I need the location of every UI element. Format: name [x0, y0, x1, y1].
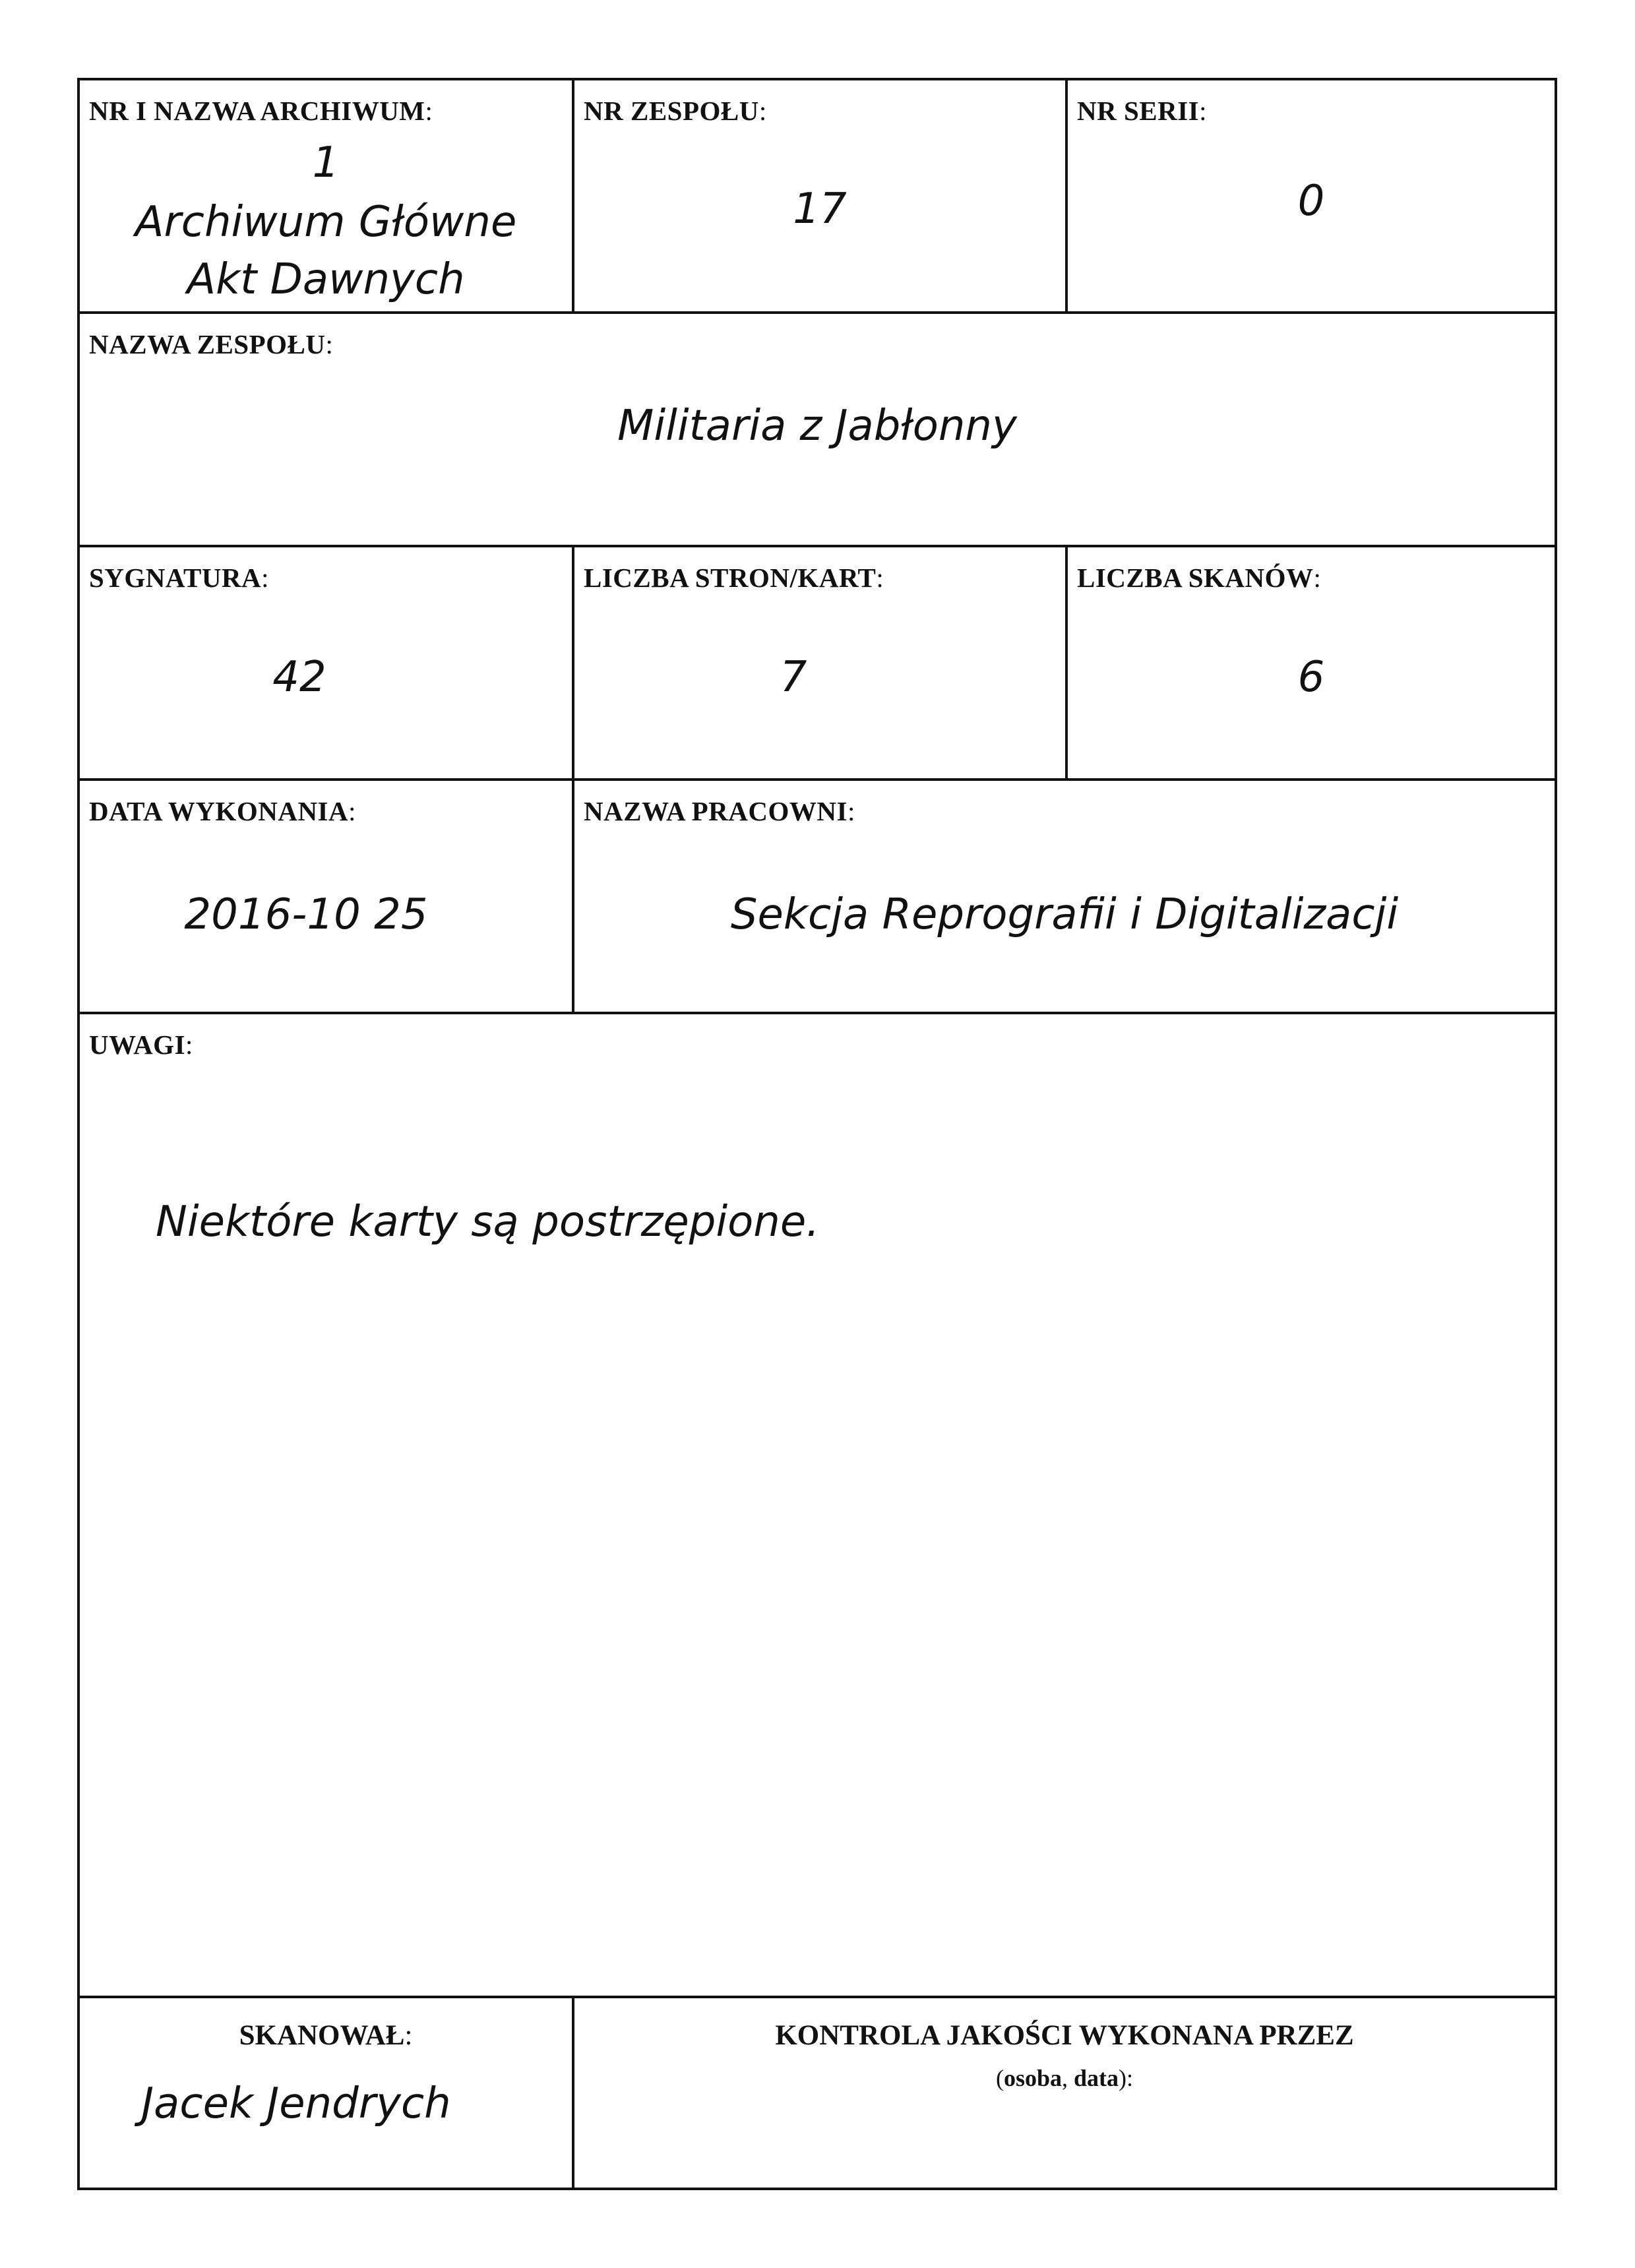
scan-count-label: LICZBA SKANÓW: [1077, 563, 1322, 593]
quality-control-label: KONTROLA JAKOŚCI WYKONANA PRZEZ [775, 2020, 1354, 2051]
signature-value: 42 [272, 653, 326, 702]
scanned-by-value: Jacek Jendrych [141, 2079, 451, 2128]
remarks-cell [80, 1014, 1555, 1996]
fond-name-label: NAZWA ZESPOŁU: [89, 329, 334, 359]
workshop-label: NAZWA PRACOWNI: [584, 796, 855, 826]
signature-cell [80, 547, 572, 778]
archive-number: 1 [312, 138, 340, 187]
scanned-by-cell [80, 1998, 572, 2188]
series-number-value: 0 [1297, 177, 1325, 226]
page-count-value: 7 [780, 653, 807, 702]
archive-cell [80, 80, 572, 311]
archive-name-line2: Akt Dawnych [187, 255, 465, 304]
series-number-cell [1068, 80, 1555, 311]
fond-name-value: Militaria z Jabłonny [617, 402, 1017, 450]
archive-metadata-form [77, 78, 1557, 2190]
archive-name-line1: Archiwum Główne [135, 198, 517, 247]
archive-label: NR I NAZWA ARCHIWUM: [89, 96, 433, 126]
page-count-cell [574, 547, 1065, 778]
date-cell [80, 781, 572, 1012]
fond-number-cell [574, 80, 1065, 311]
quality-control-cell [574, 1998, 1555, 2188]
workshop-cell [574, 781, 1555, 1012]
signature-label: SYGNATURA: [89, 563, 270, 593]
workshop-value: Sekcja Reprografii i Digitalizacji [730, 890, 1399, 939]
scan-count-value: 6 [1297, 653, 1325, 702]
remarks-label: UWAGI: [89, 1029, 193, 1060]
fond-number-value: 17 [793, 185, 847, 233]
page-count-label: LICZBA STRON/KART: [584, 563, 884, 593]
date-value: 2016-10 25 [184, 890, 428, 939]
scanned-by-label: SKANOWAŁ: [239, 2020, 413, 2051]
series-number-label: NR SERII: [1077, 96, 1208, 126]
fond-number-label: NR ZESPOŁU: [584, 96, 767, 126]
scan-count-cell [1068, 547, 1555, 778]
quality-control-sublabel: (osoba, data): [995, 2065, 1134, 2091]
date-label: DATA WYKONANIA: [89, 796, 357, 826]
fond-name-cell [80, 314, 1555, 545]
remarks-value: Niektóre karty są postrzępione. [156, 1198, 820, 1246]
